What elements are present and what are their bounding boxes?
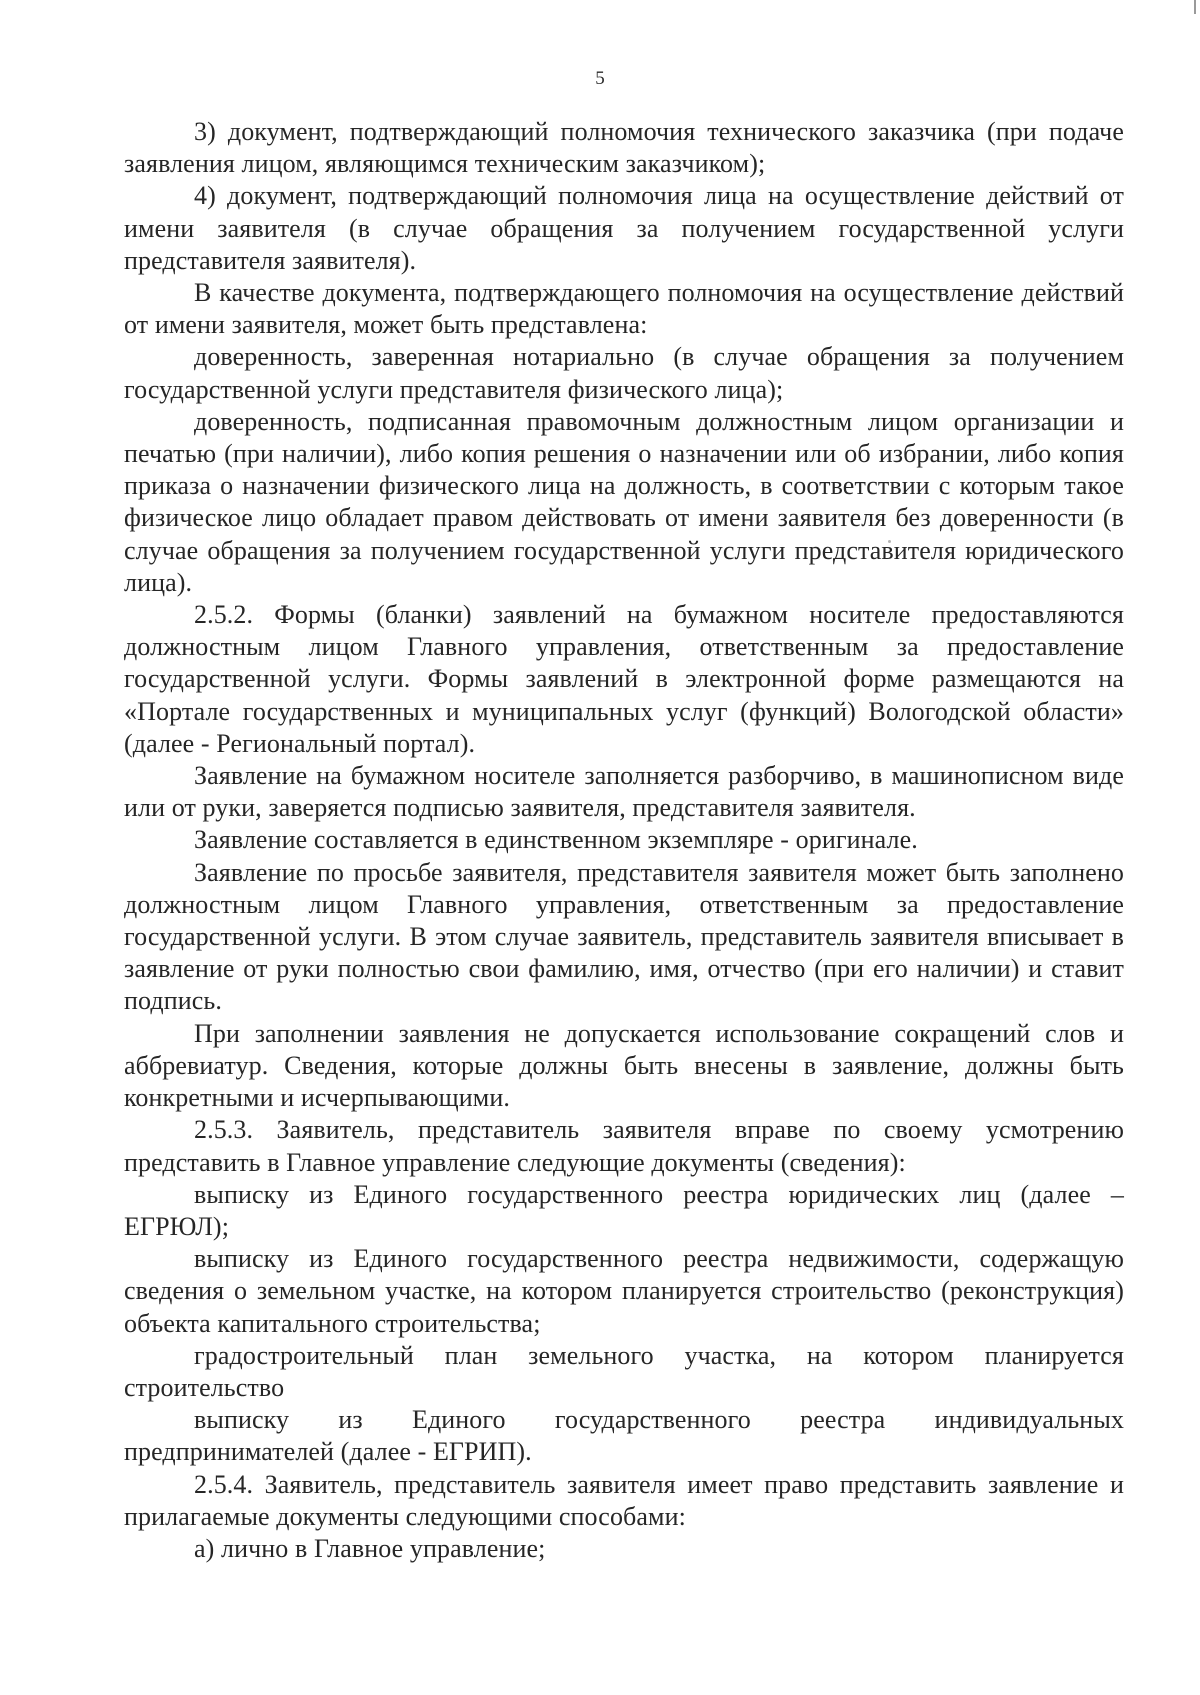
paragraph-item-4: 4) документ, подтверждающий полномочия лица на осуществление действий от имени заявителя (в случае обращения за получением государственной услуги представителя заявителя). <box>124 181 1124 275</box>
paragraph-egrip-extract: выписку из Единого государственного реестра индивидуальных предпринимателей (далее - ЕГРИП). <box>124 1405 1124 1467</box>
paragraph-egrul-extract: выписку из Единого государственного реестра юридических лиц (далее – ЕГРЮЛ); <box>124 1179 1124 1241</box>
paragraph-section-2-5-2: 2.5.2. Формы (бланки) заявлений на бумажном носителе предоставляются должностным лицом Главного управления, ответственным за предоставление государственной услуги. Формы заявлений в электронной форме размещаются на «Портале государственных и муниципальных услуг (функций) Вологодской области» (далее - Региональный портал). <box>124 600 1124 758</box>
page-number: 5 <box>595 68 605 89</box>
paragraph-section-2-5-4: 2.5.4. Заявитель, представитель заявителя имеет право представить заявление и прилагаемые документы следующими способами: <box>124 1469 1124 1531</box>
paragraph-urban-plan: градостроительный план земельного участка, на котором планируется строительство <box>124 1340 1124 1402</box>
paragraph-item-3: 3) документ, подтверждающий полномочия технического заказчика (при подаче заявления лицом, являющимся техническим заказчиком); <box>124 117 1124 179</box>
paragraph-section-2-5-3: 2.5.3. Заявитель, представитель заявителя вправе по своему усмотрению представить в Главное управление следующие документы (сведения): <box>124 1115 1124 1177</box>
paragraph-authority-docs: В качестве документа, подтверждающего полномочия на осуществление действий от имени заявителя, может быть представлена: <box>124 278 1124 340</box>
scan-edge-mark <box>1194 0 1196 14</box>
paragraph-method-a: а) лично в Главное управление; <box>194 1533 546 1563</box>
paragraph-notarial-power-of-attorney: доверенность, заверенная нотариально (в случае обращения за получением государственной услуги представителя физического лица); <box>124 342 1124 404</box>
document-body <box>124 116 1124 1565</box>
paragraph-paper-application: Заявление на бумажном носителе заполняется разборчиво, в машинописном виде или от руки, заверяется подписью заявителя, представителя заявителя. <box>124 761 1124 823</box>
paragraph-legal-entity-power-of-attorney: доверенность, подписанная правомочным должностным лицом организации и печатью (при наличии), либо копия решения о назначении или об избрании, либо копия приказа о назначении физического лица на должность, в соответствии с которым такое физическое лицо обладает правом действовать от имени заявителя без доверенности (в случае обращения за получением государственной услуги представителя юридического лица). <box>124 406 1124 597</box>
paragraph-no-abbreviations: При заполнении заявления не допускается использование сокращений слов и аббревиатур. Сведения, которые должны быть внесены в заявление, должны быть конкретными и исчерпывающими. <box>124 1018 1124 1113</box>
paragraph-filled-by-official: Заявление по просьбе заявителя, представителя заявителя может быть заполнено должностным лицом Главного управления, ответственным за предоставление государственной услуги. В этом случае заявитель, представитель заявителя вписывает в заявление от руки полностью свои фамилию, имя, отчество (при его наличии) и ставит подпись. <box>124 857 1124 1016</box>
paragraph-egrn-extract: выписку из Единого государственного реестра недвижимости, содержащую сведения о земельном участке, на котором планируется строительство (реконструкция) объекта капитального строительства; <box>124 1244 1124 1338</box>
paragraph-single-copy: Заявление составляется в единственном экземпляре - оригинале. <box>194 825 918 855</box>
